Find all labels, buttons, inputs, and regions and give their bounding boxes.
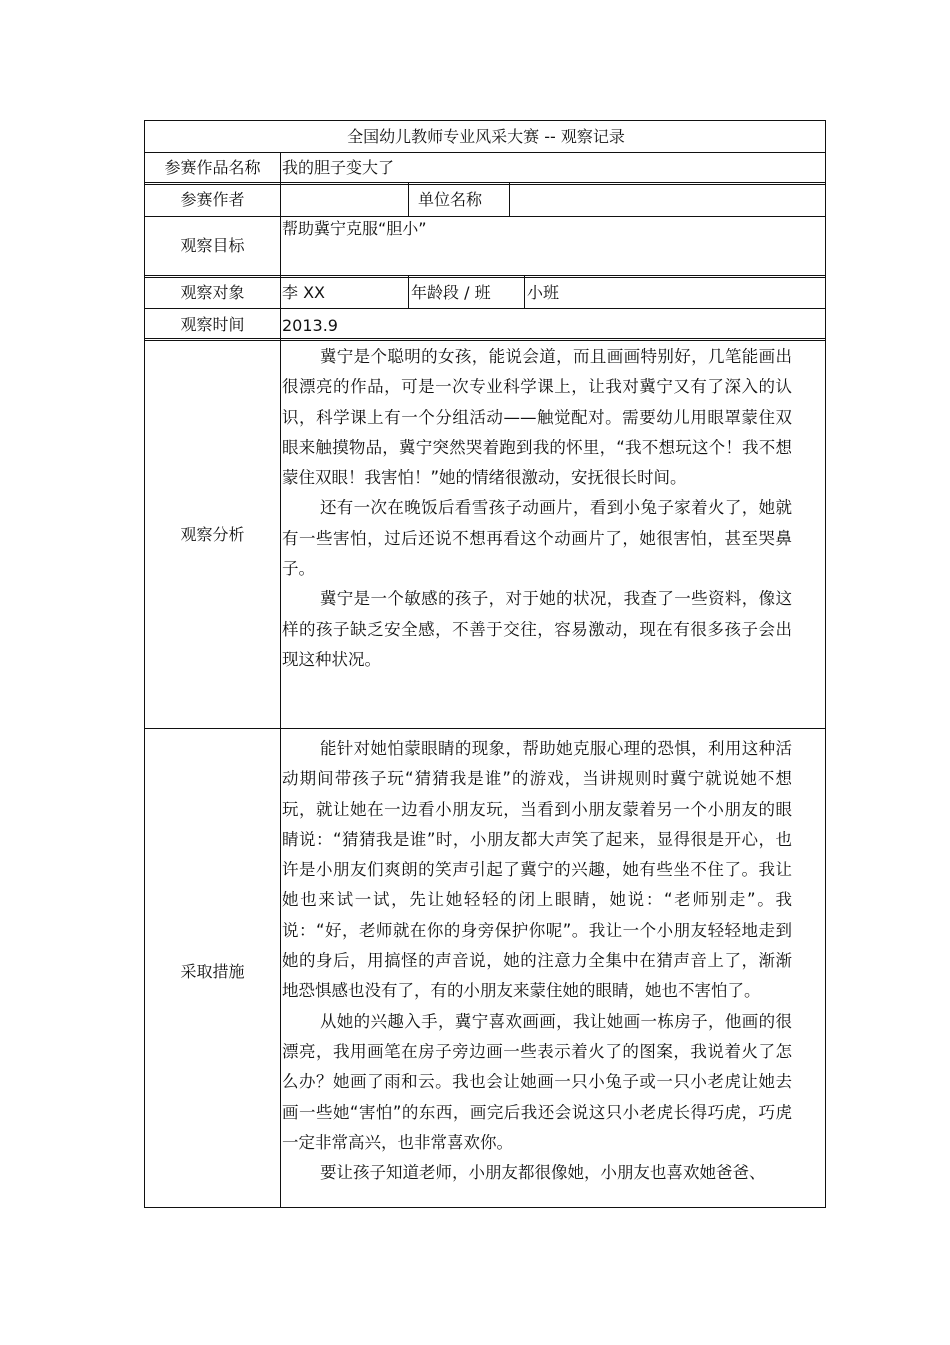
observation-record-form (144, 120, 826, 1208)
work-name-label: 参赛作品名称 (164, 158, 261, 177)
measures-text (282, 734, 792, 1188)
subject-value: 李 XX (282, 283, 326, 302)
analysis-paragraph: 冀宁是一个敏感的孩子，对于她的状况，我查了一些资料，像这样的孩子缺乏安全感，不善于交往，容易激动，现在有很多孩子会出现这种状况。 (282, 589, 792, 669)
row-divider (145, 308, 825, 309)
author-label: 参赛作者 (180, 190, 245, 209)
grade-value: 小班 (527, 283, 560, 302)
time-value: 2013.9 (282, 316, 338, 335)
goal-value: 帮助冀宁克服“胆小” (282, 219, 427, 238)
analysis-text (282, 342, 792, 675)
form-title: 全国幼儿教师专业风采大赛 -- 观察记录 (347, 127, 625, 146)
column-divider (408, 275, 409, 308)
row-divider (145, 216, 825, 217)
row-divider (145, 728, 825, 729)
row-divider (145, 275, 825, 278)
column-divider (509, 182, 510, 216)
row-divider (145, 152, 825, 153)
subject-label: 观察对象 (180, 283, 245, 302)
measures-paragraph: 要让孩子知道老师，小朋友都很像她，小朋友也喜欢她爸爸、 (319, 1163, 766, 1183)
column-divider (408, 182, 409, 216)
measures-label: 采取措施 (180, 962, 245, 981)
analysis-paragraph: 还有一次在晚饭后看雪孩子动画片，看到小兔子家着火了，她就有一些害怕，过后还说不想再看这个动画片了，她很害怕，甚至哭鼻子。 (282, 498, 792, 579)
unit-name-label: 单位名称 (418, 190, 483, 209)
row-divider (145, 182, 825, 185)
row-divider (145, 338, 825, 341)
label-column-divider (280, 152, 281, 1207)
column-divider (524, 275, 525, 308)
measures-paragraph: 能针对她怕蒙眼睛的现象，帮助她克服心理的恐惧，利用这种活动期间带孩子玩“猜猜我是谁”的游戏，当讲规则时冀宁就说她不想玩，就让她在一边看小朋友玩，当看到小朋友蒙着另一个小朋友的眼睛说：“猜猜我是谁”时，小朋友都大声笑了起来，显得很是开心，也许是小朋友们爽朗的笑声引起了冀宁的兴趣，她有些坐不住了。我让她也来试一试，先让她轻轻的闭上眼睛，她说：“老师别走”。我说：“好，老师就在你的身旁保护你呢”。我让一个小朋友轻轻地走到她的身后，用搞怪的声音说，她的注意力全集中在猜声音上了，渐渐地恐惧感也没有了，有的小朋友来蒙住她的眼睛，她也不害怕了。 (282, 739, 792, 1001)
work-name-value: 我的胆子变大了 (282, 158, 395, 177)
grade-label: 年龄段 / 班 (411, 283, 491, 302)
measures-paragraph: 从她的兴趣入手，冀宁喜欢画画，我让她画一栋房子，他画的很漂亮，我用画笔在房子旁边画一些表示着火了的图案，我说着火了怎么办？她画了雨和云。我也会让她画一只小兔子或一只小老虎让她去画一些她“害怕”的东西，画完后我还会说这只小老虎长得巧虎，巧虎一定非常高兴，也非常喜欢你。 (282, 1011, 792, 1152)
time-label: 观察时间 (180, 315, 245, 334)
goal-label: 观察目标 (180, 236, 245, 255)
analysis-label: 观察分析 (180, 525, 245, 544)
analysis-paragraph: 冀宁是个聪明的女孩，能说会道，而且画画特别好，几笔能画出很漂亮的作品，可是一次专业科学课上，让我对冀宁又有了深入的认识，科学课上有一个分组活动——触觉配对。需要幼儿用眼罩蒙住双眼来触摸物品，冀宁突然哭着跑到我的怀里，“我不想玩这个！我不想蒙住双眼！我害怕！”她的情绪很激动，安抚很长时间。 (282, 347, 792, 488)
